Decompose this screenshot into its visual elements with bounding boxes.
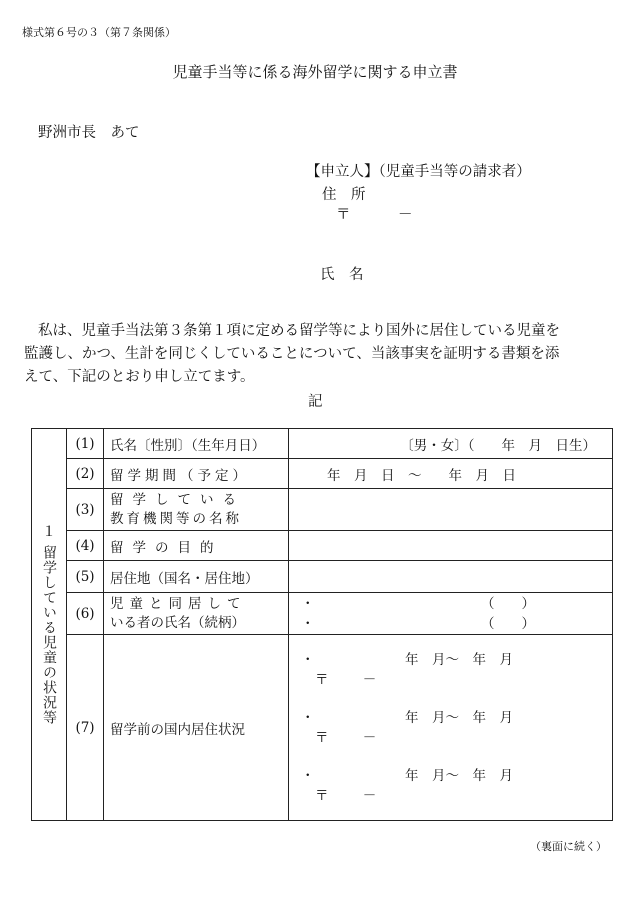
list-item [301,766,600,806]
row-number: (1) [67,429,104,459]
bullet: ・ [301,709,315,726]
name-gender-birthdate-field[interactable]: 〔男・女〕（ 年 月 日生） [289,429,613,459]
row-number: (3) [67,489,104,531]
residence-field[interactable] [289,561,613,593]
row-number: (5) [67,561,104,593]
ki-mark: 記 [308,394,323,410]
child-status-table [31,428,613,821]
row-label [104,489,289,531]
row-number: (6) [67,593,104,635]
statement-line: 私は、児童手当法第３条第１項に定める留学等により国外に居住している児童を [38,323,560,339]
institution-name-field[interactable] [289,489,613,531]
address-label: 住 所 [322,187,366,203]
statement-line: えて、下記のとおり申し立てます。 [24,369,255,385]
table-row [32,593,613,635]
relationship-paren: （ ） [481,595,535,612]
row-label: 留学の目的 [104,531,289,561]
row-label-line: 教育機関等の名称 [110,510,242,527]
postal-mark: 〒 [315,787,329,804]
postal-mark: 〒 [315,671,329,688]
period-text: 年 月～ 年 月 [405,709,513,726]
row-label: 留学期間（予定） [104,459,289,489]
row-number: (4) [67,531,104,561]
bullet: ・ [301,595,315,612]
section-title: 留学している児童の状況等 [41,544,57,725]
table-row [32,489,613,531]
row-number: (2) [67,459,104,489]
relationship-paren: （ ） [481,615,535,632]
statement-paragraph [24,320,614,389]
row-label-line: いる者の氏名（続柄） [110,614,245,631]
postal-dash: － [362,729,377,746]
continued-note: （裏面に続く） [530,840,607,853]
cohabitant-field[interactable] [289,593,613,635]
row-label [104,593,289,635]
list-item [301,708,600,748]
table-row [32,459,613,489]
postal-dash: － [362,671,377,688]
list-item [301,614,600,634]
study-purpose-field[interactable] [289,531,613,561]
bullet: ・ [301,651,315,668]
study-period-field[interactable]: 年 月 日 ～ 年 月 日 [289,459,613,489]
prior-residence-field[interactable] [289,635,613,821]
document-title: 児童手当等に係る海外留学に関する申立書 [172,63,458,81]
addressee: 野洲市長 あて [38,125,140,141]
name-label: 氏 名 [320,267,364,283]
section-number: １ [42,523,56,540]
postal-dash: － [362,787,377,804]
bullet: ・ [301,767,315,784]
table-row [32,635,613,821]
row-label-line: 留学している [110,491,245,508]
list-item [301,650,600,690]
row-label: 居住地（国名・居住地） [104,561,289,593]
statement-line: 監護し、かつ、生計を同じくしていることについて、当該事実を証明する書類を添 [24,346,560,362]
row-label: 留学前の国内居住状況 [104,635,289,821]
postal-dash: － [398,207,413,223]
row-number: (7) [67,635,104,821]
postal-mark: 〒 [315,729,329,746]
list-item [301,594,600,614]
table-row [32,429,613,459]
row-label: 氏名〔性別〕（生年月日） [104,429,289,459]
form-number: 様式第６号の３（第７条関係） [22,26,176,39]
row-label-line: 児童と同居して [110,595,247,612]
applicant-heading: 【申立人】（児童手当等の請求者） [306,164,531,180]
postal-mark: 〒 [336,207,351,223]
table-row [32,531,613,561]
period-text: 年 月～ 年 月 [405,651,513,668]
section-cell [32,429,67,821]
table-row [32,561,613,593]
bullet: ・ [301,615,315,632]
period-text: 年 月～ 年 月 [405,767,513,784]
